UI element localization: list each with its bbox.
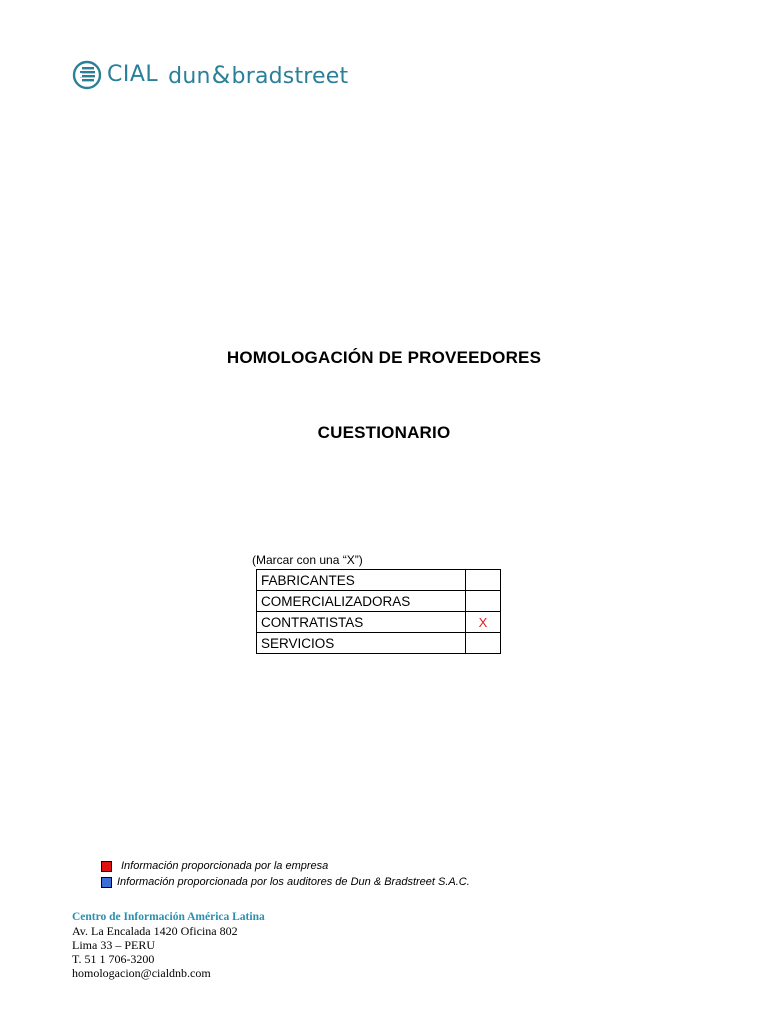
table-row — [257, 591, 501, 612]
legend-item-auditors — [101, 876, 470, 888]
category-label: COMERCIALIZADORAS — [257, 591, 466, 612]
category-checkbox[interactable] — [466, 570, 501, 591]
legend-text: Información proporcionada por los auditores de Dun & Bradstreet S.A.C. — [117, 876, 470, 888]
logo-dnb-right: bradstreet — [231, 63, 349, 89]
red-square-icon — [101, 861, 112, 872]
category-label: CONTRATISTAS — [257, 612, 466, 633]
category-label: FABRICANTES — [257, 570, 466, 591]
footer-email[interactable]: homologacion@cialdnb.com — [72, 966, 211, 980]
globe-icon — [72, 60, 102, 90]
mark-instruction: (Marcar con una “X”) — [252, 553, 363, 567]
table-row — [257, 570, 501, 591]
category-label: SERVICIOS — [257, 633, 466, 654]
footer-contact — [72, 910, 265, 980]
category-checkbox[interactable]: X — [466, 612, 501, 633]
blue-square-icon — [101, 877, 112, 888]
category-checkbox[interactable] — [466, 633, 501, 654]
logo-dnb-text — [168, 60, 349, 89]
logo-cial-text: CIAL — [107, 62, 159, 87]
logo-dnb-left: dun — [168, 63, 211, 89]
legend-text: Información proporcionada por la empresa — [121, 860, 329, 872]
document-subtitle: CUESTIONARIO — [317, 423, 451, 442]
table-row — [257, 612, 501, 633]
table-row — [257, 633, 501, 654]
category-table — [256, 569, 501, 654]
footer-company: Centro de Información América Latina — [72, 911, 265, 923]
company-logo — [72, 58, 348, 92]
footer-city: Lima 33 – PERU — [72, 938, 155, 952]
footer-address: Av. La Encalada 1420 Oficina 802 — [72, 924, 238, 938]
legend-item-company — [101, 860, 328, 872]
footer-phone: T. 51 1 706-3200 — [72, 952, 155, 966]
document-title: HOMOLOGACIÓN DE PROVEEDORES — [226, 348, 542, 367]
category-checkbox[interactable] — [466, 591, 501, 612]
logo-dnb-amp: & — [211, 60, 231, 89]
